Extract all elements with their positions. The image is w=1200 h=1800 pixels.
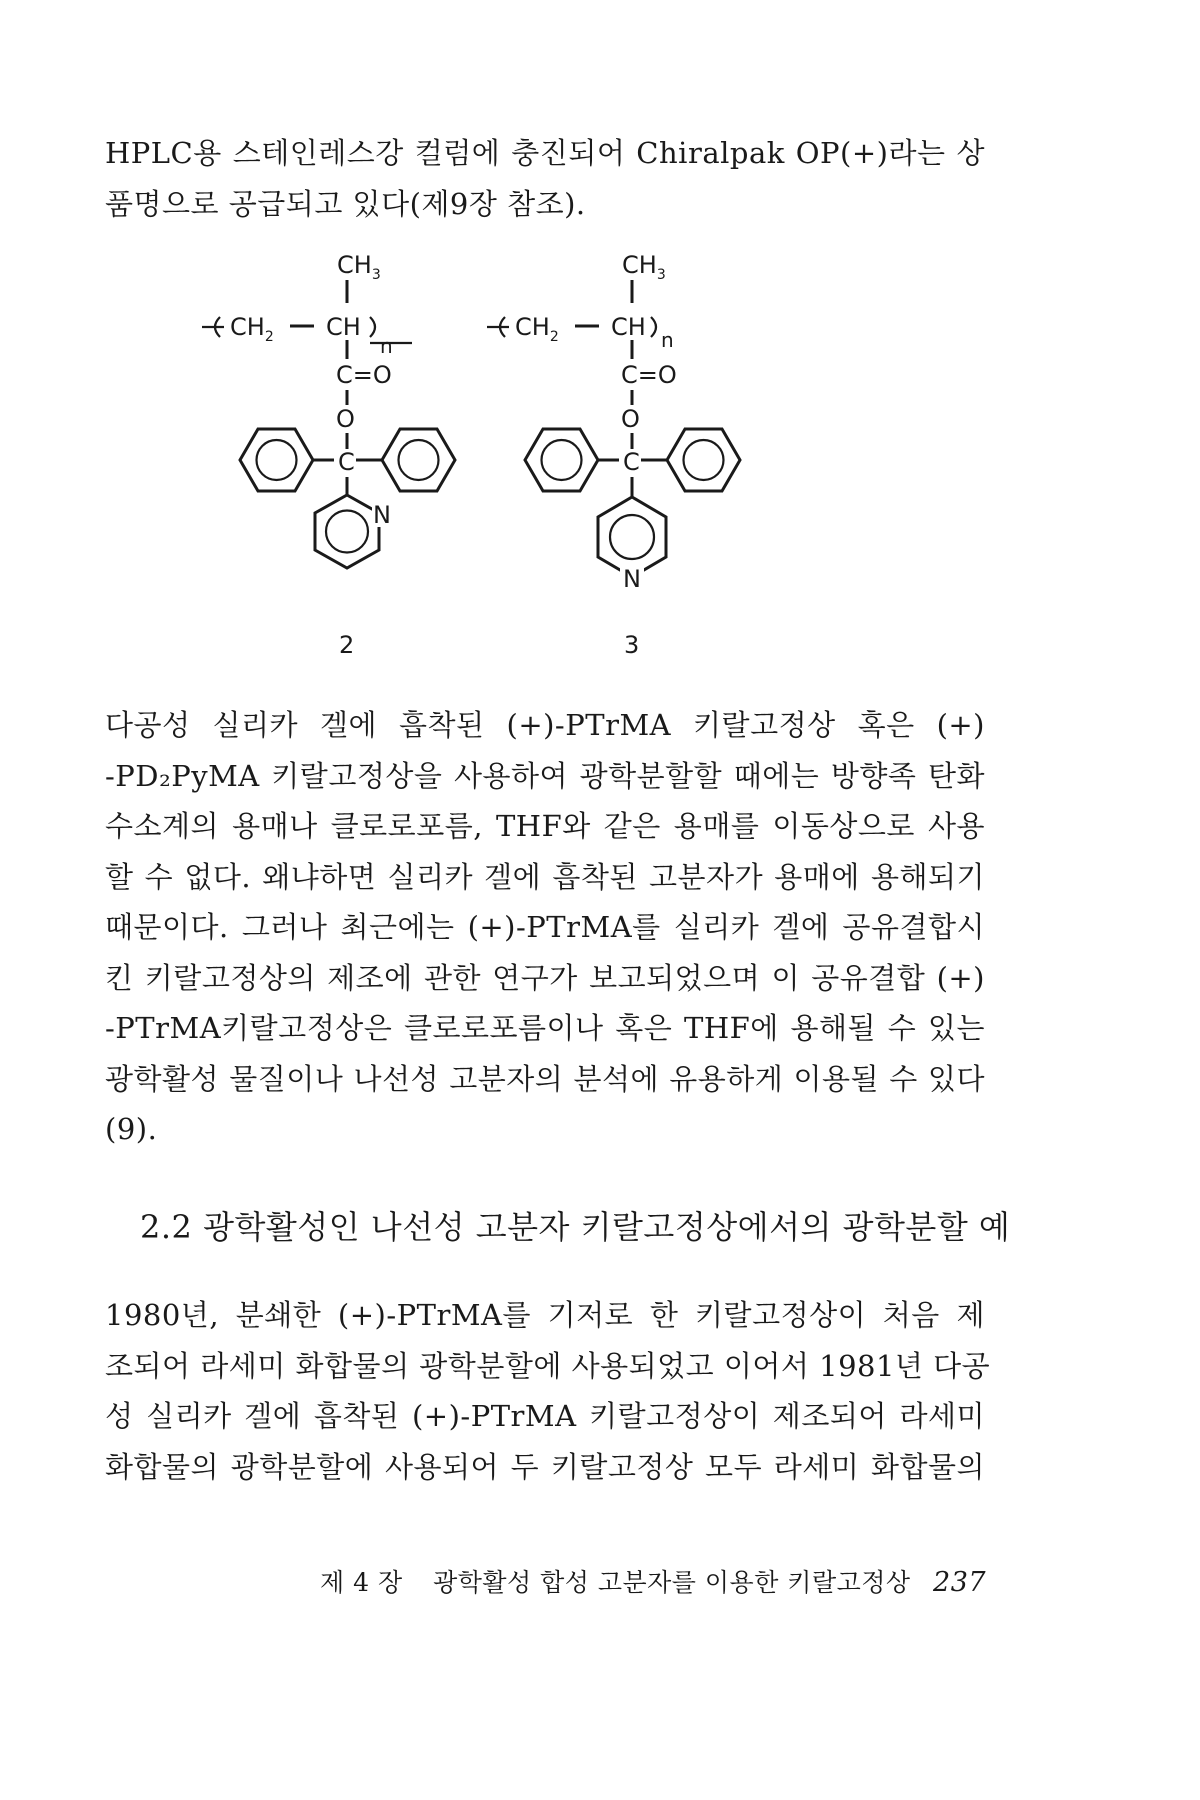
chemical-structure-figure [230,251,920,675]
pyridine-nitrogen: N [623,565,641,593]
methine-group: CH [611,313,646,341]
text-line: 품명으로 공급되고 있다(제9장 참조). [105,186,586,221]
methyl-group: $CH_3$ [622,251,666,283]
aromatic-circle [326,511,368,553]
body-paragraph-1 [105,700,985,1155]
text-line: -PD₂PyMA 키랄고정상을 사용하여 광학분할할 때에는 방향족 탄화 [105,758,985,793]
phenyl-ring [525,429,598,491]
methine-group: CH [326,313,361,341]
methyl-group: $CH_3$ [337,251,381,283]
phenyl-ring [382,429,455,491]
ester-oxygen: O [336,405,355,433]
carbonyl-group: C=O [336,361,392,389]
ester-oxygen: O [621,405,640,433]
text-line: 할 수 없다. 왜냐하면 실리카 겔에 흡착된 고분자가 용매에 용해되기 [105,859,985,894]
methylene-group: $CH_2$ [230,313,274,345]
running-footer [320,1563,986,1599]
structure-diagram [230,251,920,675]
page-number: 237 [933,1567,987,1598]
section-heading: 2.2 광학활성인 나선성 고분자 키랄고정상에서의 광학분할 예 [140,1208,1011,1246]
text-line: 성 실리카 겔에 흡착된 (+)-PTrMA 키랄고정상이 제조되어 라세미 [105,1399,985,1433]
phenyl-ring [667,429,740,491]
phenyl-ring [240,429,313,491]
aromatic-circle [684,440,724,480]
methylene-group: $CH_2$ [515,313,559,345]
compound-number: 2 [339,631,355,659]
text-line: 조되어 라세미 화합물의 광학분할에 사용되었고 이어서 1981년 다공 [105,1348,991,1383]
trityl-carbon: C [338,448,355,476]
carbonyl-group: C=O [621,361,677,389]
text-line: 수소계의 용매나 클로로포름, THF와 같은 용매를 이동상으로 사용 [105,809,985,843]
text-line: HPLC용 스테인레스강 컬럼에 충진되어 Chiralpak OP(+)라는 상 [105,136,985,170]
pyridine-ring [315,495,379,568]
aromatic-circle [542,440,582,480]
repeat-index: n [661,328,674,352]
text-line: -PTrMA키랄고정상은 클로로포름이나 혹은 THF에 용해될 수 있는 [105,1011,985,1045]
footer-title: 광학활성 합성 고분자를 이용한 키랄고정상 [433,1568,911,1597]
compound-3-structure [487,251,740,659]
text-line: 킨 키랄고정상의 제조에 관한 연구가 보고되었으며 이 공유결합 (+) [105,960,985,995]
text-line: 때문이다. 그러나 최근에는 (+)-PTrMA를 실리카 겔에 공유결합시 [105,910,985,944]
compound-2-structure [202,251,455,659]
trityl-carbon: C [623,448,640,476]
text-line: 광학활성 물질이나 나선성 고분자의 분석에 유용하게 이용될 수 있다 [105,1061,985,1096]
pyridine-nitrogen: N [373,501,391,529]
aromatic-circle [610,515,654,559]
intro-paragraph [105,128,985,229]
text-line: (9). [105,1112,158,1146]
text-line: 다공성 실리카 겔에 흡착된 (+)-PTrMA 키랄고정상 혹은 (+) [105,708,985,742]
right-bracket [370,317,375,337]
aromatic-circle [257,440,297,480]
compound-number: 3 [624,631,640,659]
aromatic-circle [399,440,439,480]
repeat-index: n [380,334,393,358]
text-line: 화합물의 광학분할에 사용되어 두 키랄고정상 모두 라세미 화합물의 [105,1449,985,1484]
footer-chapter: 제 4 장 [320,1568,403,1597]
right-bracket [651,317,656,337]
body-paragraph-2 [105,1290,991,1492]
text-line: 1980년, 분쇄한 (+)-PTrMA를 기저로 한 키랄고정상이 처음 제 [105,1298,985,1332]
